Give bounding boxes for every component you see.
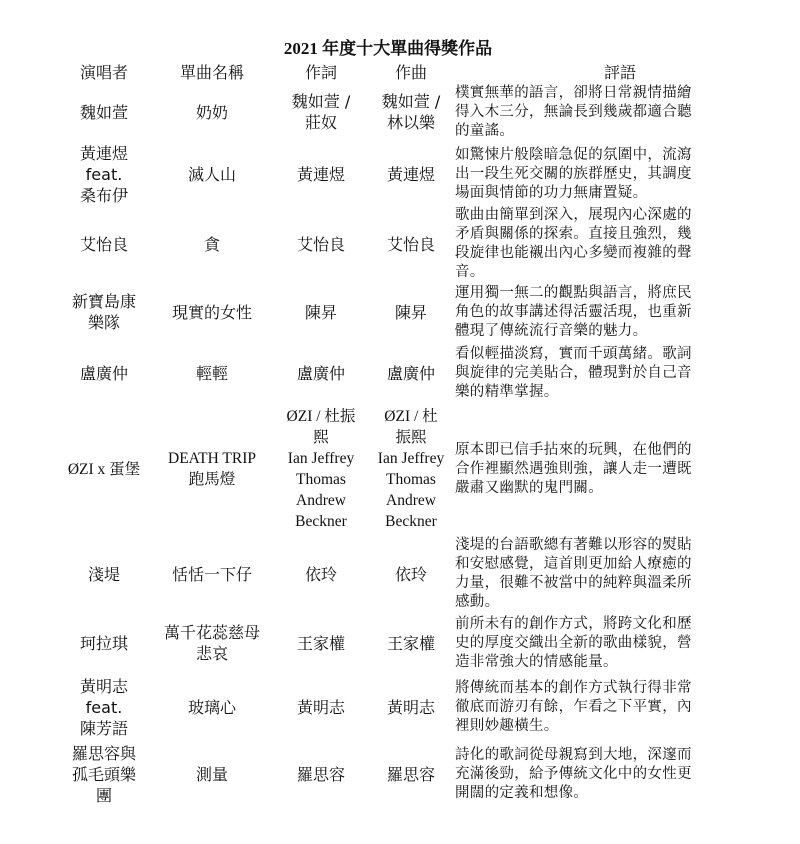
song-title-cell-text: 恬恬一下仔: [171, 564, 252, 584]
review-text: 淺堤的台語歌總有著難以形容的熨貼 和安慰感覺，這首則更加給人療癒的 力量，很難不被當中的純粹與溫柔所 感動。: [455, 537, 692, 610]
song-title-cell-text: 現實的女性: [171, 302, 252, 322]
review-text: 看似輕描淡寫，實而千頭萬緒。歌詞 與旋律的完美貼合，體現對於自己音 樂的精準掌握。: [455, 345, 692, 400]
composer-cell-text: 黃明志: [386, 697, 435, 717]
review-text: 詩化的歌詞從母親寫到大地，深邃而 充滿後勁，給予傳統文化中的女性更 開闊的定義和想像。: [455, 746, 692, 801]
singer-cell-text: 珂拉琪: [79, 633, 128, 653]
review-text: 如驚悚片般陰暗急促的氛圍中，流瀉 出一段生死交關的族群歷史，其調度 場面與情節的功力無庸置疑。: [455, 146, 692, 201]
lyricist-cell: [276, 403, 366, 535]
singer-cell: [50, 741, 158, 807]
composer-cell-text: 王家權: [386, 633, 435, 653]
singer-cell: [50, 403, 158, 535]
review-text: 運用獨一無二的觀點與語言，將庶民 角色的故事講述得活靈活現，也重新 體現了傳統流行音樂的魅力。: [455, 284, 692, 339]
composer-cell: [366, 344, 456, 402]
singer-cell-text: 黃明志 feat. 陳芳語: [79, 676, 128, 738]
song-title-cell-text: 奶奶: [195, 102, 228, 122]
lyricist-cell: [276, 674, 366, 740]
song-title-cell: [158, 536, 266, 612]
composer-cell-text: 陳昇: [394, 302, 427, 322]
song-title-cell-text: 萬千花蕊慈母 悲哀: [163, 623, 260, 663]
song-title-cell: [158, 344, 266, 402]
header-song: 單曲名稱: [179, 62, 244, 82]
lyricist-cell-text: ØZI / 杜振 熙 Ian Jeffrey Thomas Andrew Beckner: [286, 408, 356, 530]
review-text: 樸實無華的語言，卻將日常親情描繪 得入木三分，無論長到幾歲都適合聽 的童謠。: [455, 84, 692, 139]
singer-cell-text: 黃連煜 feat. 桑布伊: [79, 143, 128, 205]
composer-cell: [366, 741, 456, 807]
song-title-cell-text: DEATH TRIP 跑馬燈: [168, 450, 256, 488]
review-cell: [455, 84, 785, 140]
composer-cell: [366, 536, 456, 612]
song-title-cell: [158, 403, 266, 535]
composer-cell-text: 艾怡良: [386, 234, 435, 254]
singer-cell-text: 淺堤: [87, 564, 120, 584]
lyricist-cell-text: 羅思容: [296, 764, 345, 784]
composer-cell: [366, 208, 456, 280]
singer-cell: [50, 613, 158, 673]
singer-cell: [50, 208, 158, 280]
song-title-cell: [158, 613, 266, 673]
lyricist-cell-text: 魏如萱 / 莊奴: [291, 92, 351, 132]
lyricist-cell: [276, 613, 366, 673]
review-text: 歌曲由簡單到深入，展現內心深處的 矛盾與關係的探索。直接且強烈，幾 段旋律也能襯出內心多變而複雜的聲 音。: [455, 207, 692, 280]
lyricist-cell-text: 王家權: [296, 633, 345, 653]
song-title-cell: [158, 674, 266, 740]
lyricist-cell: [276, 282, 366, 342]
review-cell: [455, 282, 785, 342]
singer-cell: [50, 674, 158, 740]
lyricist-cell: [276, 536, 366, 612]
singer-cell-text: 羅思容與 孤毛頭樂 團: [71, 743, 136, 805]
review-cell: [455, 536, 785, 612]
composer-cell: [366, 282, 456, 342]
composer-cell-text: 魏如萱 / 林以樂: [381, 92, 441, 132]
review-text: 前所未有的創作方式，將跨文化和歷 史的厚度交織出全新的歌曲樣貌，營 造非常強大的情感能量。: [455, 615, 692, 670]
lyricist-cell: [276, 344, 366, 402]
review-cell: [455, 741, 785, 807]
composer-cell-text: 黃連煜: [386, 164, 435, 184]
review-cell: [455, 403, 785, 535]
review-text: 原本即已信手拈來的玩興，在他們的 合作裡顯然遇強則強，讓人走一遭既 嚴肅又幽默的鬼門關。: [455, 441, 692, 496]
review-cell: [455, 674, 785, 740]
lyricist-cell-text: 依玲: [304, 564, 337, 584]
song-title-cell: [158, 208, 266, 280]
lyricist-cell-text: 艾怡良: [296, 234, 345, 254]
song-title-cell-text: 玻璃心: [187, 697, 236, 717]
singer-cell-text: 盧廣仲: [79, 363, 128, 383]
composer-cell-text: 依玲: [394, 564, 427, 584]
lyricist-cell-text: 黃明志: [296, 697, 345, 717]
song-title-cell-text: 輕輕: [195, 363, 228, 383]
lyricist-cell: [276, 84, 366, 140]
composer-cell: [366, 141, 456, 207]
song-title-cell-text: 貪: [203, 234, 220, 254]
singer-cell-text: ØZI x 蛋堡: [67, 460, 141, 478]
lyricist-cell: [276, 741, 366, 807]
song-title-cell-text: 測量: [195, 764, 228, 784]
singer-cell: [50, 282, 158, 342]
header-lyricist: 作詞: [304, 62, 337, 82]
review-cell: [455, 613, 785, 673]
lyricist-cell-text: 黃連煜: [296, 164, 345, 184]
singer-cell-text: 艾怡良: [79, 234, 128, 254]
singer-cell: [50, 141, 158, 207]
composer-cell: [366, 84, 456, 140]
lyricist-cell-text: 陳昇: [304, 302, 337, 322]
header-review: 評語: [603, 62, 636, 82]
composer-cell: [366, 674, 456, 740]
lyricist-cell: [276, 208, 366, 280]
singer-cell: [50, 84, 158, 140]
song-title-cell: [158, 141, 266, 207]
composer-cell-text: 盧廣仲: [386, 363, 435, 383]
composer-cell: [366, 613, 456, 673]
lyricist-cell: [276, 141, 366, 207]
singer-cell-text: 新寶島康 樂隊: [71, 292, 136, 332]
composer-cell: [366, 403, 456, 535]
lyricist-cell-text: 盧廣仲: [296, 363, 345, 383]
page-title: 2021 年度十大單曲得獎作品: [283, 39, 493, 58]
review-cell: [455, 141, 785, 207]
singer-cell-text: 魏如萱: [79, 102, 128, 122]
song-title-cell: [158, 741, 266, 807]
song-title-cell: [158, 84, 266, 140]
header-composer: 作曲: [394, 62, 427, 82]
header-singer: 演唱者: [79, 62, 128, 82]
singer-cell: [50, 344, 158, 402]
review-text: 將傳統而基本的創作方式執行得非常 徹底而游刃有餘，乍看之下平實，內 裡則妙趣橫生。: [455, 679, 692, 734]
review-cell: [455, 344, 785, 402]
song-title-cell-text: 滅人山: [187, 164, 236, 184]
composer-cell-text: 羅思容: [386, 764, 435, 784]
composer-cell-text: ØZI / 杜 振熙 Ian Jeffrey Thomas Andrew Beckner: [377, 408, 445, 530]
song-title-cell: [158, 282, 266, 342]
review-cell: [455, 208, 785, 280]
singer-cell: [50, 536, 158, 612]
